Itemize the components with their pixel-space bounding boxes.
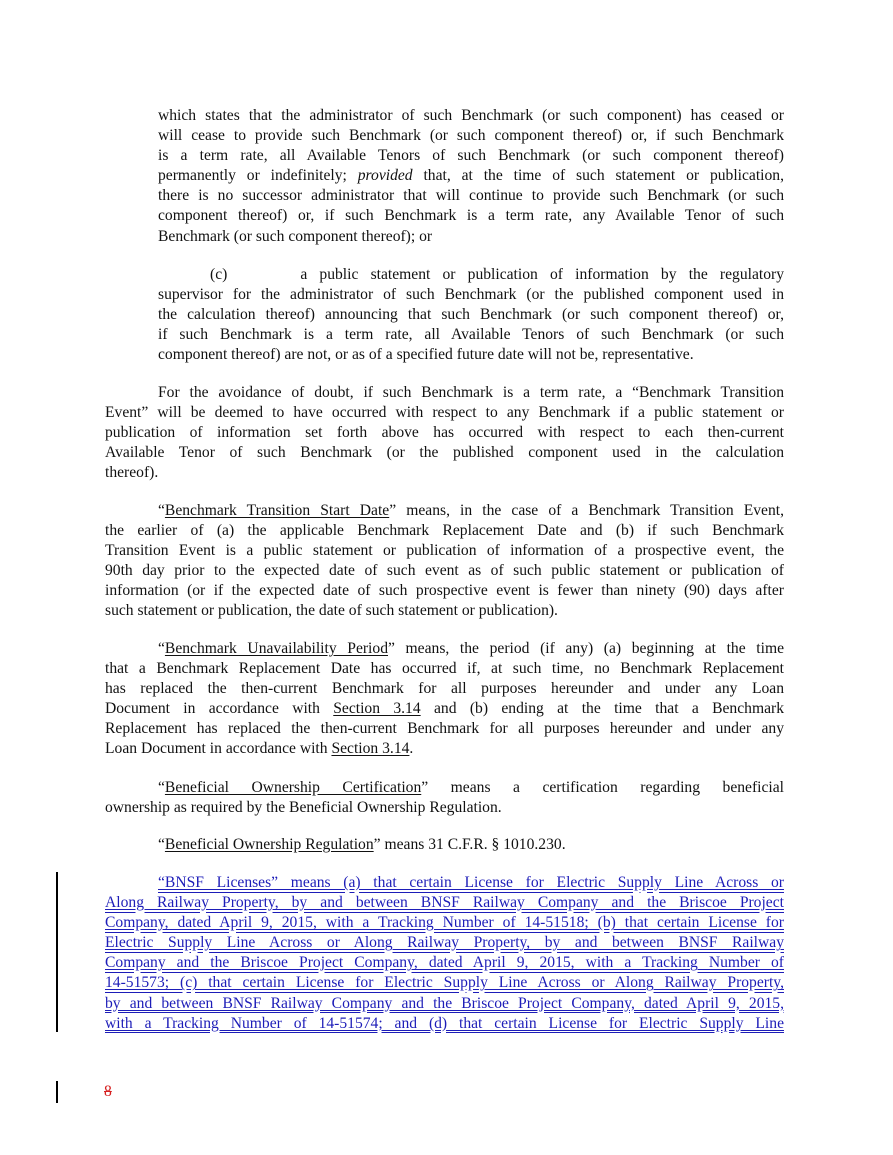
definition-benchmark-transition-start-date [105, 501, 784, 622]
text-line: ownership as required by the Beneficial Ownership Regulation. [105, 799, 502, 817]
text-line: information (or if the expected date of such prospective event is fewer than ninety (90) days after [105, 582, 784, 600]
text-line: that a Benchmark Replacement Date has occurred if, at such time, no Benchmark Replacement [105, 660, 784, 678]
defined-term: Benchmark Unavailability Period [164, 640, 388, 657]
defined-term: Benchmark Transition Start Date [164, 502, 390, 519]
text-line: is a term rate, all Available Tenors of such Benchmark (or such component thereof) [158, 147, 784, 165]
inserted-definition-bnsf-licenses [105, 873, 784, 1034]
text-line: which states that the administrator of such Benchmark (or such component) has ceased or [158, 107, 784, 124]
text-line: component thereof) are not, or as of a specified future date will not be, representative. [158, 346, 694, 364]
change-bar [56, 872, 58, 1032]
text-line: such statement or publication, the date of such statement or publication). [105, 602, 558, 620]
section-reference-link[interactable]: Section 3.14 [333, 700, 421, 718]
text-line: Available Tenor of such Benchmark (or the published component used in the calculation [105, 444, 784, 462]
provided-italic: provided [357, 167, 413, 185]
text-line: “Beneficial Ownership Regulation” means 31 C.F.R. § 1010.230. [158, 836, 566, 853]
text-line: “Benchmark Unavailability Period” means, the period (if any) (a) beginning at the time [158, 640, 784, 657]
paragraph-continuation [158, 106, 784, 247]
inserted-text-line: 14-51573; (c) that certain License for Electric Supply Line Across or Along Railway Property, [105, 974, 784, 992]
paragraph-avoidance-of-doubt [105, 383, 784, 483]
inserted-text-line: Company, dated April 9, 2015, with a Tracking Number of 14-51518; (b) that certain License for [105, 914, 784, 932]
text-line: 90th day prior to the expected date of such event as of such public statement or publication of [105, 562, 784, 580]
text-line: For the avoidance of doubt, if such Benchmark is a term rate, a “Benchmark Transition [158, 384, 784, 401]
text-line: there is no successor administrator that will continue to provide such Benchmark (or such [158, 187, 784, 205]
text-line: “Beneficial Ownership Certification” means a certification regarding beneficial [158, 779, 785, 796]
text-line: Transition Event is a public statement or publication of information of a prospective event, the [105, 542, 784, 560]
text-line: Loan Document in accordance with Section 3.14. [105, 740, 414, 758]
text-line: the earlier of (a) the applicable Benchmark Replacement Date and (b) if such Benchmark [105, 522, 784, 540]
page-number: 8 [104, 1083, 112, 1100]
defined-term: Beneficial Ownership Certification [164, 779, 422, 796]
text-line: will cease to provide such Benchmark (or such component thereof) or, if such Benchmark [158, 127, 784, 145]
text-line: if such Benchmark is a term rate, all Available Tenors of such Benchmark (or such [158, 326, 784, 344]
text-line: supervisor for the administrator of such Benchmark (or the published component used in [158, 286, 784, 304]
clause-c [158, 265, 784, 365]
inserted-text-line: by and between BNSF Railway Company and the Briscoe Project Company, dated April 9, 2015, [105, 994, 784, 1012]
text-line: “Benchmark Transition Start Date” means, in the case of a Benchmark Transition Event, [158, 502, 784, 519]
change-bar-footer [56, 1081, 58, 1103]
text-line: (c) a public statement or publication of information by the regulatory [210, 266, 784, 283]
defined-term: Beneficial Ownership Regulation [164, 836, 374, 853]
text-line: Benchmark (or such component thereof); or [158, 227, 433, 245]
definition-beneficial-ownership-regulation [105, 835, 784, 855]
text-line: component thereof) or, if such Benchmark is a term rate, any Available Tenor of such [158, 207, 784, 225]
inserted-text-line: “BNSF Licenses” means (a) that certain License for Electric Supply Line Across or [158, 874, 784, 891]
inserted-text-line: Electric Supply Line Across or Along Railway Property, by and between BNSF Railway [105, 934, 784, 952]
definition-beneficial-ownership-certification [105, 778, 784, 818]
text-line: Document in accordance with Section 3.14 and (b) ending at the time that a Benchmark [105, 700, 784, 718]
inserted-text-line: Company and the Briscoe Project Company, dated April 9, 2015, with a Tracking Number of [105, 954, 784, 972]
text-line: thereof). [105, 464, 159, 482]
text-line: has replaced the then-current Benchmark for all purposes hereunder and under any Loan [105, 680, 784, 698]
text-line: Replacement has replaced the then-current Benchmark for all purposes hereunder and under any [105, 720, 784, 738]
text-line: Event” will be deemed to have occurred with respect to any Benchmark if a public statement or [105, 404, 784, 422]
text-line: the calculation thereof) announcing that such Benchmark (or such component thereof) or, [158, 306, 784, 324]
definition-benchmark-unavailability-period [105, 639, 784, 760]
inserted-text-line: Along Railway Property, by and between BNSF Railway Company and the Briscoe Project [105, 894, 784, 912]
text-line: permanently or indefinitely; provided that, at the time of such statement or publication, [158, 167, 785, 185]
inserted-text-line: with a Tracking Number of 14-51574; and (d) that certain License for Electric Supply Line [105, 1014, 784, 1032]
text-line: publication of information set forth above has occurred with respect to each then-current [105, 424, 784, 442]
section-reference-link[interactable]: Section 3.14 [331, 740, 410, 758]
